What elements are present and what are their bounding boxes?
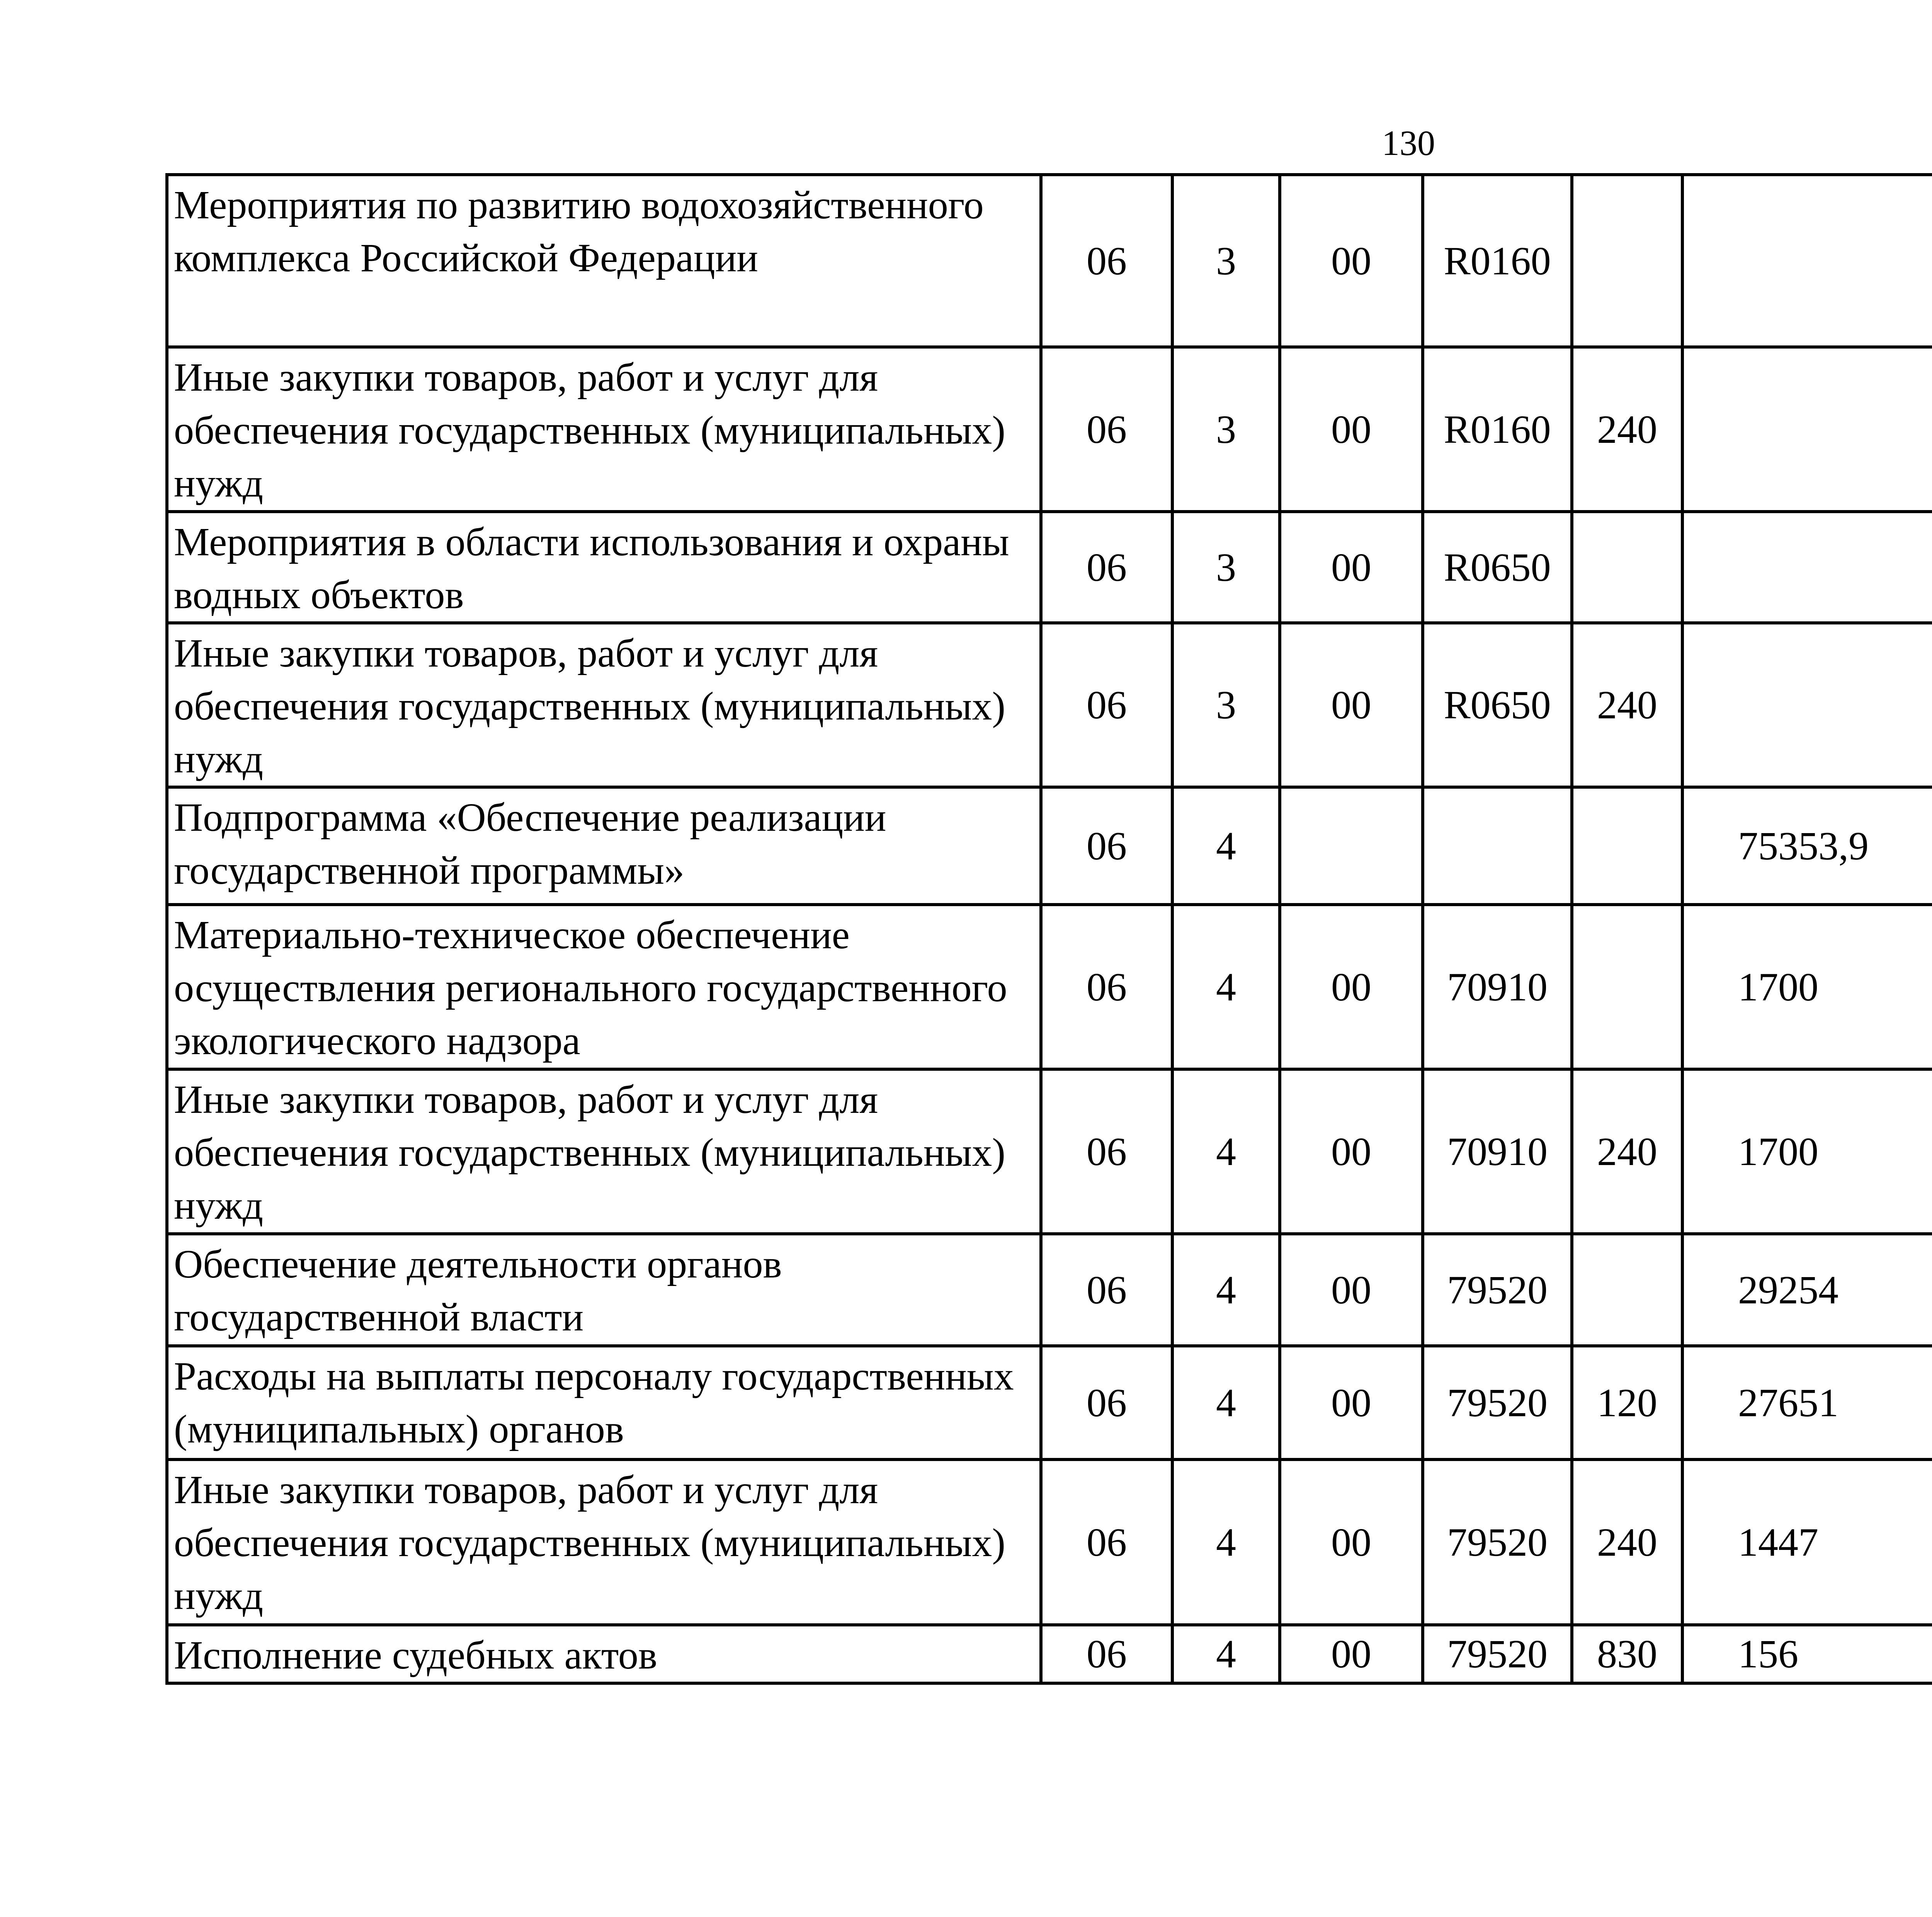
target-code: 79520	[1423, 1459, 1572, 1625]
row-name: Подпрограмма «Обеспечение реализации государственной программы»	[167, 787, 1041, 905]
table-row	[167, 787, 1932, 905]
section-code: 06	[1041, 175, 1172, 347]
table-row	[167, 1069, 1932, 1234]
table-row	[167, 512, 1932, 623]
table-row	[167, 905, 1932, 1069]
group-code: 00	[1280, 1234, 1423, 1346]
expense-type-code	[1572, 175, 1682, 347]
row-name: Мероприятия в области использования и охраны водных объектов	[167, 512, 1041, 623]
section-code: 06	[1041, 512, 1172, 623]
row-name: Материально-техническое обеспечение осуществления регионального государственного экологического надзора	[167, 905, 1041, 1069]
target-code: 79520	[1423, 1234, 1572, 1346]
subprogram-code: 4	[1172, 1069, 1280, 1234]
amount-year-1	[1682, 623, 1932, 787]
table-row	[167, 347, 1932, 512]
amount-year-1: 1447	[1682, 1459, 1932, 1625]
row-name: Иные закупки товаров, работ и услуг для обеспечения государственных (муниципальных) нужд	[167, 1459, 1041, 1625]
subprogram-code: 4	[1172, 1625, 1280, 1683]
section-code: 06	[1041, 1346, 1172, 1459]
amount-year-1	[1682, 512, 1932, 623]
group-code: 00	[1280, 1459, 1423, 1625]
subprogram-code: 3	[1172, 512, 1280, 623]
table-row	[167, 623, 1932, 787]
table-row	[167, 1459, 1932, 1625]
target-code: R0160	[1423, 347, 1572, 512]
expense-type-code: 830	[1572, 1625, 1682, 1683]
subprogram-code: 4	[1172, 787, 1280, 905]
group-code	[1280, 787, 1423, 905]
expense-type-code	[1572, 1234, 1682, 1346]
amount-year-1: 27651	[1682, 1346, 1932, 1459]
section-code: 06	[1041, 1459, 1172, 1625]
group-code: 00	[1280, 512, 1423, 623]
row-name: Иные закупки товаров, работ и услуг для обеспечения государственных (муниципальных) нужд	[167, 347, 1041, 512]
subprogram-code: 4	[1172, 1346, 1280, 1459]
expense-type-code: 120	[1572, 1346, 1682, 1459]
section-code: 06	[1041, 347, 1172, 512]
group-code: 00	[1280, 175, 1423, 347]
subprogram-code: 3	[1172, 347, 1280, 512]
target-code: R0650	[1423, 623, 1572, 787]
table-row	[167, 1346, 1932, 1459]
amount-year-1: 1700	[1682, 905, 1932, 1069]
subprogram-code: 4	[1172, 1459, 1280, 1625]
group-code: 00	[1280, 347, 1423, 512]
budget-table	[165, 173, 1932, 1685]
target-code: 79520	[1423, 1625, 1572, 1683]
amount-year-1	[1682, 175, 1932, 347]
page-number: 130	[1382, 123, 1435, 163]
amount-year-1	[1682, 347, 1932, 512]
expense-type-code: 240	[1572, 347, 1682, 512]
row-name: Расходы на выплаты персоналу государственных (муниципальных) органов	[167, 1346, 1041, 1459]
subprogram-code: 3	[1172, 623, 1280, 787]
expense-type-code: 240	[1572, 623, 1682, 787]
target-code: R0650	[1423, 512, 1572, 623]
row-name: Исполнение судебных актов	[167, 1625, 1041, 1683]
expense-type-code: 240	[1572, 1459, 1682, 1625]
amount-year-1: 29254	[1682, 1234, 1932, 1346]
expense-type-code: 240	[1572, 1069, 1682, 1234]
row-name: Иные закупки товаров, работ и услуг для обеспечения государственных (муниципальных) нужд	[167, 1069, 1041, 1234]
section-code: 06	[1041, 623, 1172, 787]
group-code: 00	[1280, 1346, 1423, 1459]
target-code: 79520	[1423, 1346, 1572, 1459]
section-code: 06	[1041, 1069, 1172, 1234]
expense-type-code	[1572, 787, 1682, 905]
subprogram-code: 4	[1172, 1234, 1280, 1346]
amount-year-1: 1700	[1682, 1069, 1932, 1234]
section-code: 06	[1041, 787, 1172, 905]
amount-year-1: 156	[1682, 1625, 1932, 1683]
group-code: 00	[1280, 623, 1423, 787]
row-name: Мероприятия по развитию водохозяйственного комплекса Российской Федерации	[167, 175, 1041, 347]
target-code: R0160	[1423, 175, 1572, 347]
row-name: Иные закупки товаров, работ и услуг для обеспечения государственных (муниципальных) нужд	[167, 623, 1041, 787]
amount-year-1: 75353,9	[1682, 787, 1932, 905]
group-code: 00	[1280, 1069, 1423, 1234]
subprogram-code: 4	[1172, 905, 1280, 1069]
expense-type-code	[1572, 512, 1682, 623]
expense-type-code	[1572, 905, 1682, 1069]
group-code: 00	[1280, 905, 1423, 1069]
target-code: 70910	[1423, 1069, 1572, 1234]
target-code: 70910	[1423, 905, 1572, 1069]
section-code: 06	[1041, 1625, 1172, 1683]
subprogram-code: 3	[1172, 175, 1280, 347]
target-code	[1423, 787, 1572, 905]
section-code: 06	[1041, 1234, 1172, 1346]
section-code: 06	[1041, 905, 1172, 1069]
group-code: 00	[1280, 1625, 1423, 1683]
table-row	[167, 1234, 1932, 1346]
table-row	[167, 175, 1932, 347]
table-row	[167, 1625, 1932, 1683]
row-name: Обеспечение деятельности органов государственной власти	[167, 1234, 1041, 1346]
